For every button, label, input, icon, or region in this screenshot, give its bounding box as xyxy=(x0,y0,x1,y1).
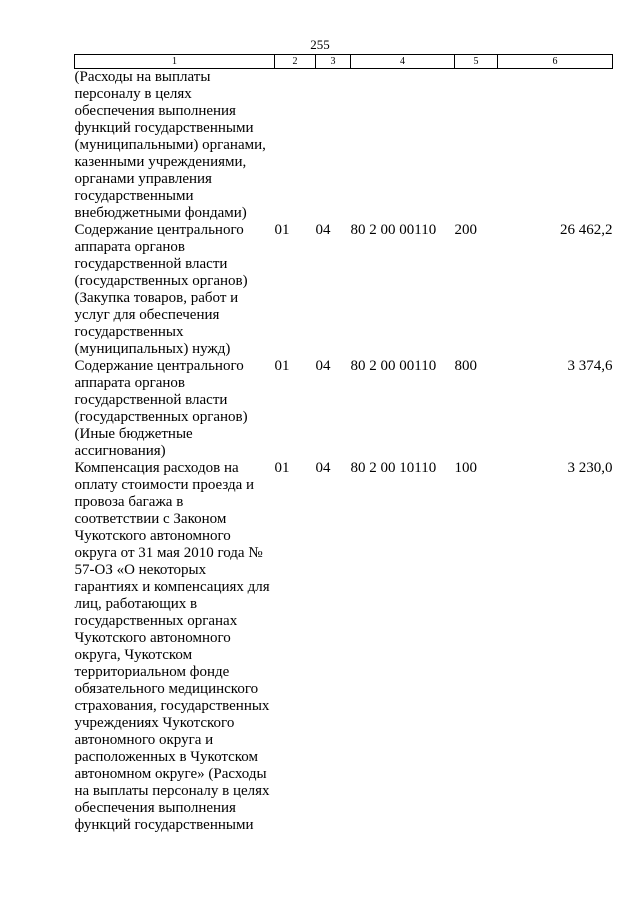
row-target-article: 80 2 00 10110 xyxy=(350,460,437,476)
row-target-article: 80 2 00 00110 xyxy=(350,358,437,374)
row-amount: 26 462,2 xyxy=(560,222,613,238)
row-section: 01 xyxy=(274,222,290,238)
row-expense-type xyxy=(455,69,498,223)
row-expense-type: 800 xyxy=(454,358,477,374)
table-row xyxy=(75,460,613,834)
row-subsection: 04 xyxy=(315,460,331,476)
table-header-row xyxy=(75,55,613,69)
column-header-1: 1 xyxy=(75,55,275,69)
column-header-4: 4 xyxy=(351,55,455,69)
row-subsection xyxy=(316,69,351,223)
row-section: 01 xyxy=(274,358,290,374)
column-header-3: 3 xyxy=(316,55,351,69)
row-expense-type: 200 xyxy=(454,222,477,238)
row-amount: 3 374,6 xyxy=(567,358,613,374)
row-amount xyxy=(498,69,613,223)
page-number: 255 xyxy=(310,37,330,52)
row-name: Содержание центрального аппарата органов государственной власти (государственных органов) (Иные бюджетные ассигнования) xyxy=(74,358,248,459)
row-name: (Расходы на выплаты персоналу в целях обеспечения выполнения функций государственными (муниципальными) органами, казенными учреждениями, органами управления государственными внебюджетными фондами) xyxy=(74,69,266,221)
row-target-article: 80 2 00 00110 xyxy=(350,222,437,238)
row-expense-type: 100 xyxy=(454,460,477,476)
row-amount: 3 230,0 xyxy=(567,460,613,476)
table-row xyxy=(75,358,613,460)
row-target-article xyxy=(351,69,455,223)
row-section xyxy=(275,69,316,223)
table-row xyxy=(75,69,613,223)
row-section: 01 xyxy=(274,460,290,476)
row-name: Компенсация расходов на оплату стоимости проезда и провоза багажа в соответствии с Законом Чукотского автономного округа от 31 мая 2010 года № 57-ОЗ «О некоторых гарантиях и компенсациях для лиц, работающих в государственных органах Чукотского автономного округа, Чукотском территориальном фонде обязательного медицинского страхования, государственных учреждениях Чукотского автономного округа и расположенных в Чукотском автономном округе» (Расходы на выплаты персоналу в целях обеспечения выполнения функций государственными xyxy=(74,460,270,833)
column-header-2: 2 xyxy=(275,55,316,69)
row-subsection: 04 xyxy=(315,222,331,238)
column-header-5: 5 xyxy=(455,55,498,69)
table-row xyxy=(75,222,613,358)
column-header-6: 6 xyxy=(498,55,613,69)
row-subsection: 04 xyxy=(315,358,331,374)
budget-table xyxy=(74,54,613,834)
row-name: Содержание центрального аппарата органов государственной власти (государственных органов) (Закупка товаров, работ и услуг для обеспечения государственных (муниципальных) нужд) xyxy=(74,222,248,357)
